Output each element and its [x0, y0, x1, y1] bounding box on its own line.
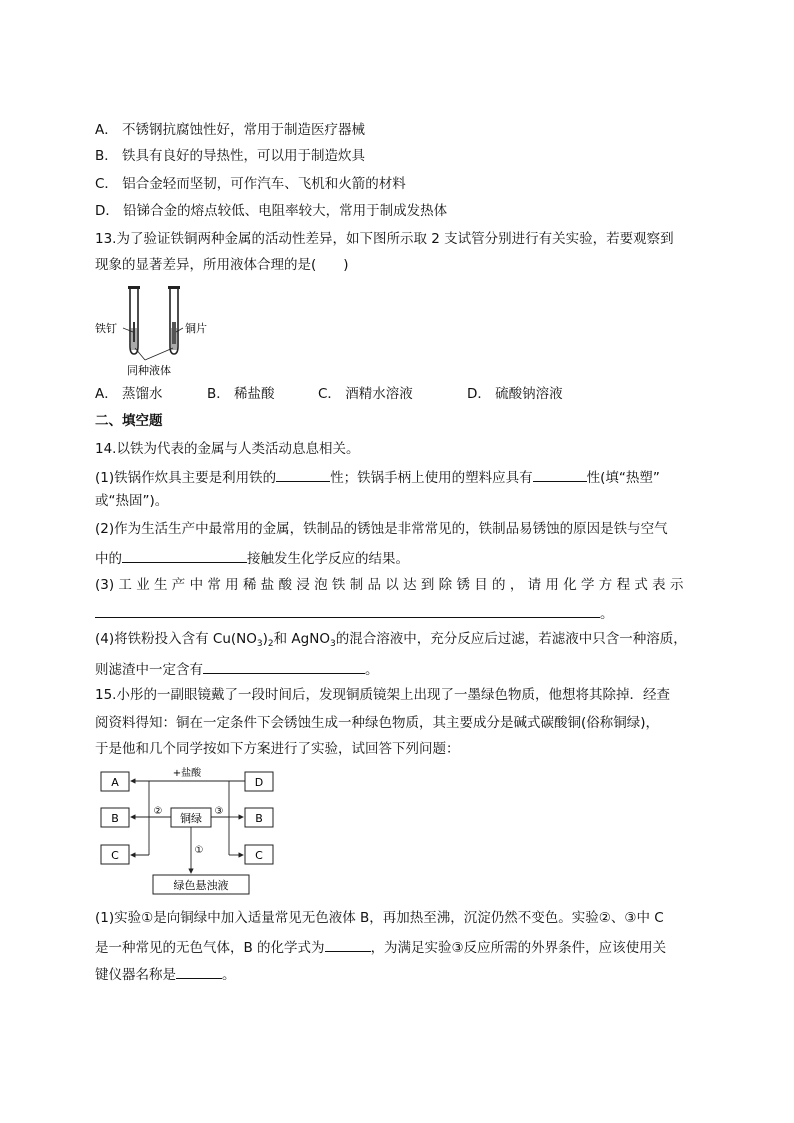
- q15-part1-text-c: ，为满足实验③反应所需的外界条件，应该使用关: [370, 940, 667, 956]
- q15-part1-line1: (1)实验①是向铜绿中加入适量常见无色液体 B，再加热至沸，沉淀仍然不变色。实验②、③中 C: [95, 910, 664, 926]
- q14-part1-text-c: 性(填“热塑”: [586, 470, 660, 486]
- box-a-label: A: [111, 776, 119, 789]
- q14-part1-text-a: (1)铁锅作炊具主要是利用铁的: [95, 470, 277, 486]
- q14-part2-line2: [95, 548, 409, 568]
- q15-part1-text-d: 键仪器名称是: [95, 967, 176, 983]
- step-3-mark: ③: [214, 806, 224, 817]
- answer-blank[interactable]: [203, 659, 365, 674]
- box-c-label: C: [111, 849, 119, 862]
- q14-part2-line1: (2)作为生活生产中最常用的金属，铁制品的锈蚀是非常常见的，铁制品易锈蚀的原因是铁与空气: [95, 521, 668, 537]
- q14-part2-text-c: 接触发生化学反应的结果。: [247, 551, 409, 567]
- q13-stem-line2: 现象的显著差异，所用液体合理的是( ): [95, 257, 349, 273]
- q13-option-a: A． 蒸馏水: [95, 386, 163, 402]
- q13-stem-line1: 13.为了验证铁铜两种金属的活动性差异，如下图所示取 2 支试管分别进行有关实验，若要观察到: [95, 231, 674, 247]
- q14-part3-line1: (3) 工 业 生 产 中 常 用 稀 盐 酸 浸 泡 铁 制 品 以 达 到 除 锈 目 的 ， 请 用 化 学 方 程 式 表 示: [95, 577, 684, 593]
- subscript: 3: [329, 639, 336, 649]
- q14-part4-text-a: (4)将铁粉投入含有 Cu(NO: [95, 631, 257, 647]
- q15-part1-text-b: 是一种常见的无色气体，B 的化学式为: [95, 940, 325, 956]
- q12-option-d: D． 铅锑合金的熔点较低、电阻率较大，常用于制成发热体: [95, 203, 448, 219]
- q14-part1-text-b: 性；铁锅手柄上使用的塑料应具有: [330, 470, 533, 486]
- same-liquid-label: 同种液体: [127, 364, 171, 377]
- answer-blank[interactable]: [533, 467, 587, 482]
- q14-part4-text-b: 和 AgNO: [273, 631, 330, 647]
- q15-stem-line1: 15.小彤的一副眼镜戴了一段时间后，发现铜质镜架上出现了一墨绿色物质，他想将其除掉．经查: [95, 687, 670, 703]
- q14-part1-line1: [95, 467, 660, 487]
- q15-part1-end: 。: [222, 967, 236, 983]
- reaction-flow-diagram: [95, 765, 285, 900]
- step-2-mark: ②: [153, 806, 163, 817]
- q14-part4-text-d: 则滤渣中一定含有: [95, 662, 203, 678]
- q15-stem-line3: 于是他和几个同学按如下方案进行了实验，试回答下列问题：: [95, 741, 460, 757]
- q14-part2-text-b: 中的: [95, 551, 122, 567]
- q13-option-d: D． 硫酸钠溶液: [467, 386, 563, 402]
- q13-option-b: B． 稀盐酸: [207, 386, 275, 402]
- iron-nail-label: 铁钉: [95, 322, 117, 335]
- q14-part4-paren: ): [262, 631, 268, 647]
- q12-option-c: C． 铝合金轻而坚韧，可作汽车、飞机和火箭的材料: [95, 176, 406, 192]
- copper-green-label: 铜绿: [180, 812, 202, 825]
- q14-part1-line2: 或“热固”)。: [95, 493, 169, 509]
- answer-blank[interactable]: [176, 964, 222, 979]
- q14-part4-line2: [95, 659, 379, 679]
- answer-blank[interactable]: [276, 467, 330, 482]
- answer-blank[interactable]: [122, 548, 247, 563]
- left-test-tube: [128, 286, 140, 354]
- test-tube-figure: [95, 282, 225, 380]
- section-title: 二、填空题: [95, 413, 163, 429]
- q14-part3-line2: [95, 603, 614, 623]
- q14-part4-end: 。: [365, 662, 379, 678]
- subscript: 3: [256, 639, 263, 649]
- subscript: 2: [267, 639, 274, 649]
- step-1-mark: ①: [194, 845, 204, 856]
- green-suspension-label: 绿色悬浊液: [173, 879, 229, 892]
- q14-part4-text-c: 的混合溶液中，充分反应后过滤，若滤液中只含一种溶质，: [335, 631, 687, 647]
- box-b-label: B: [111, 812, 119, 825]
- answer-blank[interactable]: [95, 603, 600, 618]
- q14-part3-end: 。: [600, 606, 614, 622]
- box-b-label: B: [255, 812, 263, 825]
- hydrochloric-acid-label: +盐酸: [172, 768, 202, 779]
- q13-option-c: C． 酒精水溶液: [318, 386, 413, 402]
- q12-option-b: B． 铁具有良好的导热性，可以用于制造炊具: [95, 148, 366, 164]
- q15-stem-line2: 阅资料得知：铜在一定条件下会锈蚀生成一种绿色物质，其主要成分是碱式碳酸铜(俗称铜绿)，: [95, 715, 660, 731]
- q14-part4-line1: [95, 630, 687, 653]
- q12-option-a: A． 不锈钢抗腐蚀性好，常用于制造医疗器械: [95, 122, 366, 138]
- copper-sheet-label: 铜片: [185, 322, 207, 335]
- q15-part1-line2: [95, 937, 666, 957]
- q14-stem: 14.以铁为代表的金属与人类活动息息相关。: [95, 441, 360, 457]
- box-c-label: C: [255, 849, 263, 862]
- answer-blank[interactable]: [325, 937, 371, 952]
- box-d-label: D: [254, 776, 264, 789]
- right-test-tube: [168, 286, 180, 354]
- q15-part1-line3: [95, 964, 236, 984]
